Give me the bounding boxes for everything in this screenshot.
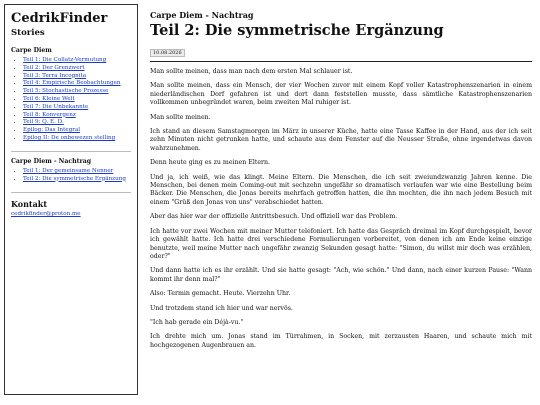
nav-link[interactable]: Epilog II: De onbewezen stelling	[23, 134, 116, 141]
site-title[interactable]: CedrikFinder	[11, 11, 108, 26]
chapter-title: Teil 2: Die symmetrische Ergänzung	[150, 22, 444, 39]
paragraph: Und ja, ich weiß, wie das klingt. Meine Eltern. Die Menschen, die ich seit zweiundzwanzig Jahren kenne. Die Menschen, bei denen mein Coming-out mit sechzehn ungefähr so dramatisch verlaufen war wie eine Bestellung beim Bäcker. Die Menschen, die Jonas bereits mehrfach getroffen hatten, die ihn mochten, die ihn nach jedem Besuch mit einem "Grüß den Jonas von uns" verabschiedet hatten.	[150, 173, 532, 206]
nav-item	[23, 168, 131, 176]
nav-item	[23, 112, 131, 120]
nav-item	[23, 80, 131, 88]
section-heading-nachtrag: Carpe Diem - Nachtrag	[11, 151, 131, 165]
nav-item	[23, 73, 131, 81]
nav-link[interactable]: Teil 6: Kleine Welt	[23, 95, 75, 102]
nav-item	[23, 88, 131, 96]
section-heading-carpe-diem: Carpe Diem	[11, 47, 52, 54]
paragraph: Ich stand an diesem Samstagmorgen im März in unserer Küche, hatte eine Tasse Kaffee in der Hand, aus der ich seit zehn Minuten nicht getrunken hatte, und schaute aus dem Fenster auf die Neusser Straße, ohne irgendetwas davon wahrzunehmen.	[150, 128, 532, 152]
nav-link[interactable]: Teil 2: Die symmetrische Ergänzung	[23, 175, 126, 182]
nav-list-carpe-diem	[11, 57, 131, 143]
paragraph: Und dann hatte ich es ihr erzählt. Und sie hatte gesagt: "Ach, wie schön." Und dann, nach einer kurzen Pause: "Wann kommt ihr denn mal?"	[150, 267, 532, 283]
nav-link[interactable]: Epilog: Das Integral	[23, 127, 81, 134]
article	[150, 10, 532, 400]
nav-item	[23, 119, 131, 127]
nav-link[interactable]: Teil 5: Stochastische Prozesse	[23, 88, 109, 95]
nav-item	[23, 135, 131, 143]
nav-item	[23, 127, 131, 135]
paragraph: Ich drehte mich um. Jonas stand im Türrahmen, in Socken, mit zerzausten Haaren, und schaute mich mit hochgezogenen Augenbrauen an.	[150, 333, 532, 349]
date-badge: 10.08.2026	[150, 49, 185, 57]
paragraph: Man sollte meinen.	[150, 113, 211, 121]
series-title: Carpe Diem - Nachtrag	[150, 10, 254, 20]
nav-item	[23, 96, 131, 104]
nav-link[interactable]: Teil 9: Q. E. D.	[23, 119, 64, 126]
nav-link[interactable]: Teil 3: Terra Incognita	[23, 72, 87, 79]
title-divider	[150, 61, 532, 62]
site-subtitle: Stories	[11, 28, 45, 38]
nav-link[interactable]: Teil 2: Der Grenzwert	[23, 64, 85, 71]
paragraph: Denn heute ging es zu meinen Eltern.	[150, 159, 271, 167]
nav-link[interactable]: Teil 7: Die Unbekannte	[23, 103, 89, 110]
paragraph: Ich hatte vor zwei Wochen mit meiner Mutter telefoniert. Ich hatte das Gespräch dreimal im Kopf durchgespielt, bevor ich gewählt hatte. Ich hatte drei verschiedene Formulierungen vorbereitet, von denen ich am Ende keine einzige benutzte, weil meine Mutter nach ungefähr zwanzig Sekunden gesagt hatte: "Simon, du willst mir doch was erzählen, oder?"	[150, 227, 532, 260]
nav-item	[23, 176, 131, 184]
nav-link[interactable]: Teil 1: Die Collatz-Vermutung	[23, 57, 107, 63]
nav-link[interactable]: Teil 4: Empirische Beobachtungen	[23, 80, 121, 87]
sidebar	[4, 4, 138, 395]
contact-heading: Kontakt	[11, 192, 131, 209]
nav-item	[23, 104, 131, 112]
paragraph: Also: Termin gemacht. Heute. Vierzehn Uhr.	[150, 290, 291, 298]
nav-list-nachtrag	[11, 168, 131, 184]
nav-item	[23, 57, 131, 65]
paragraph: "Ich hab gerade ein Déjà-vu."	[150, 318, 244, 326]
contact-email-link[interactable]: cedrikfinder@proton.me	[11, 211, 81, 218]
paragraph: Man sollte meinen, dass man nach dem ersten Mal schlauer ist.	[150, 68, 353, 75]
paragraph: Aber das hier war der offizielle Antrittsbesuch. Und offiziell war das Problem.	[150, 213, 398, 221]
nav-link[interactable]: Teil 1: Der gemeinsame Nenner	[23, 167, 114, 174]
paragraph: Und trotzdem stand ich hier und war nervös.	[150, 304, 293, 312]
paragraph: Man sollte meinen, dass ein Mensch, der vier Wochen zuvor mit einem Kopf voller Katastrophenszenarien in einem niederländischen Dorf gefahren ist und dort dann feststellen musste, dass sämtliche Katastrophenszenarien vollkommen unbegründet waren, beim zweiten Mal ruhiger ist.	[150, 82, 532, 107]
nav-link[interactable]: Teil 8: Konvergenz	[23, 111, 76, 118]
nav-item	[23, 65, 131, 73]
